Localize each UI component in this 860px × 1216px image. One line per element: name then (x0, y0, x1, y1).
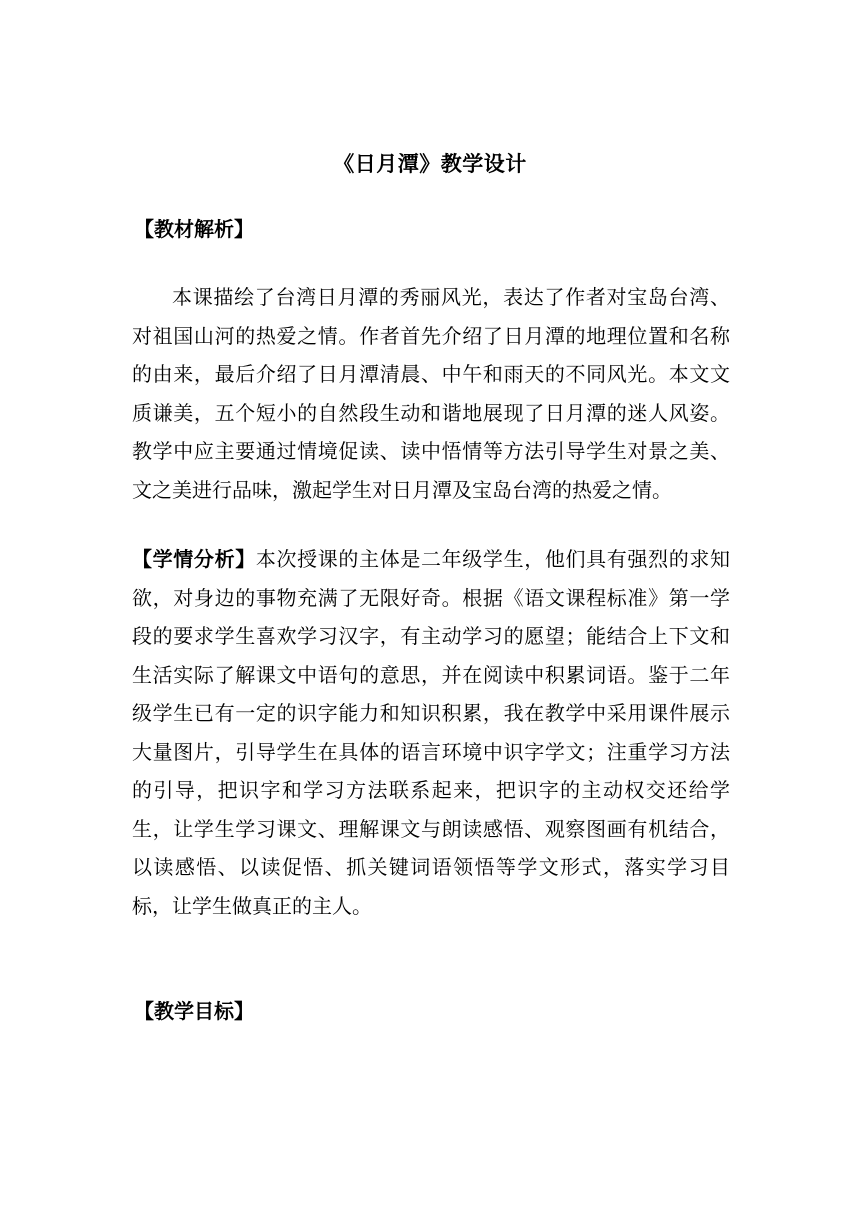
section-heading-textbook-analysis: 【教材解析】 (134, 217, 254, 241)
textbook-analysis-paragraph: 本课描绘了台湾日月潭的秀丽风光，表达了作者对宝岛台湾、对祖国山河的热爱之情。作者首先介绍了日月潭的地理位置和名称的由来，最后介绍了日月潭清晨、中午和雨天的不同风光。本文文质谦美，五个短小的自然段生动和谐地展现了日月潭的迷人风姿。教学中应主要通过情境促读、读中悟情等方法引导学生对景之美、文之美进行品味，激起学生对日月潭及宝岛台湾的热爱之情。 (132, 285, 730, 502)
learner-analysis-body: 本次授课的主体是二年级学生，他们具有强烈的求知欲，对身边的事物充满了无限好奇。根据《语文课程标准》第一学段的要求学生喜欢学习汉字，有主动学习的愿望；能结合上下文和生活实际了解课文中语句的意思，并在阅读中积累词语。鉴于二年级学生已有一定的识字能力和知识积累，我在教学中采用课件展示大量图片，引导学生在具体的语言环境中识字学文；注重学习方法的引导，把识字和学习方法联系起来，把识字的主动权交还给学生，让学生学习课文、理解课文与朗读感悟、观察图画有机结合，以读感悟、以读促悟、抓关键词语领悟等学文形式，落实学习目标，让学生做真正的主人。 (132, 547, 731, 918)
learner-analysis-paragraph (132, 540, 730, 925)
section-heading-teaching-goals: 【教学目标】 (134, 999, 254, 1023)
section-heading-learner-analysis: 【学情分析】 (132, 547, 256, 571)
document-title: 《日月潭》教学设计 (333, 151, 527, 176)
